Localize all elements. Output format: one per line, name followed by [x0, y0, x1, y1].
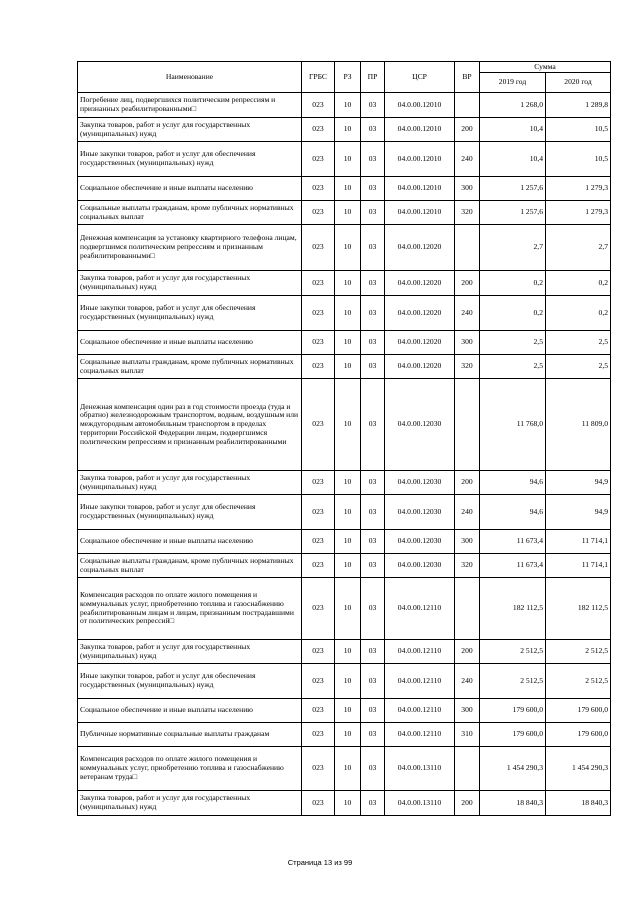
cell-vr: 240 — [455, 142, 480, 177]
cell-vr: 300 — [455, 331, 480, 355]
cell-pr: 03 — [361, 142, 385, 177]
cell-pr: 03 — [361, 699, 385, 723]
cell-2019: 2 512,5 — [480, 640, 546, 664]
cell-vr: 300 — [455, 177, 480, 201]
cell-csr: 04.0.00.12010 — [385, 93, 455, 118]
cell-grbs: 023 — [302, 177, 335, 201]
cell-2019: 11 673,4 — [480, 530, 546, 554]
cell-grbs: 023 — [302, 331, 335, 355]
table-row — [78, 296, 611, 331]
cell-rz: 10 — [335, 331, 361, 355]
header-2020: 2020 год — [546, 73, 611, 93]
cell-vr: 200 — [455, 271, 480, 296]
table-row — [78, 331, 611, 355]
cell-rz: 10 — [335, 379, 361, 471]
cell-rz: 10 — [335, 201, 361, 225]
table-row — [78, 355, 611, 379]
cell-grbs: 023 — [302, 271, 335, 296]
cell-pr: 03 — [361, 664, 385, 699]
cell-grbs: 023 — [302, 495, 335, 530]
cell-vr: 320 — [455, 201, 480, 225]
cell-grbs: 023 — [302, 142, 335, 177]
cell-csr: 04.0.00.12010 — [385, 142, 455, 177]
cell-2019: 2,7 — [480, 225, 546, 271]
cell-2019: 182 112,5 — [480, 578, 546, 640]
header-2019: 2019 год — [480, 73, 546, 93]
cell-2019: 1 268,0 — [480, 93, 546, 118]
table-row — [78, 271, 611, 296]
table-row — [78, 640, 611, 664]
table-row — [78, 142, 611, 177]
cell-csr: 04.0.00.12030 — [385, 471, 455, 495]
cell-csr: 04.0.00.12110 — [385, 699, 455, 723]
cell-grbs: 023 — [302, 201, 335, 225]
cell-csr: 04.0.00.13110 — [385, 791, 455, 816]
cell-vr: 200 — [455, 118, 480, 142]
cell-2020: 2,5 — [546, 331, 611, 355]
cell-rz: 10 — [335, 355, 361, 379]
cell-rz: 10 — [335, 664, 361, 699]
table-row — [78, 530, 611, 554]
cell-name: Публичные нормативные социальные выплаты гражданам — [78, 723, 302, 747]
cell-2020: 11 809,0 — [546, 379, 611, 471]
cell-rz: 10 — [335, 791, 361, 816]
cell-2019: 0,2 — [480, 271, 546, 296]
table-body — [78, 93, 611, 816]
cell-pr: 03 — [361, 379, 385, 471]
cell-2020: 182 112,5 — [546, 578, 611, 640]
cell-2019: 18 840,3 — [480, 791, 546, 816]
cell-rz: 10 — [335, 177, 361, 201]
cell-name: Компенсация расходов по оплате жилого помещения и коммунальных услуг, приобретению топлива и газоснабжению ветеранам труда□ — [78, 747, 302, 791]
cell-csr: 04.0.00.13110 — [385, 747, 455, 791]
cell-name: Погребение лиц, подвергшихся политическим репрессиям и признанных реабилитированными□ — [78, 93, 302, 118]
header-vr: ВР — [455, 62, 480, 93]
cell-name: Закупка товаров, работ и услуг для государственных (муниципальных) нужд — [78, 640, 302, 664]
cell-rz: 10 — [335, 699, 361, 723]
cell-2020: 94,9 — [546, 495, 611, 530]
cell-2019: 10,4 — [480, 118, 546, 142]
cell-2020: 18 840,3 — [546, 791, 611, 816]
cell-grbs: 023 — [302, 699, 335, 723]
cell-name: Иные закупки товаров, работ и услуг для обеспечения государственных (муниципальных) нужд — [78, 664, 302, 699]
cell-pr: 03 — [361, 201, 385, 225]
cell-csr: 04.0.00.12110 — [385, 664, 455, 699]
cell-csr: 04.0.00.12010 — [385, 201, 455, 225]
cell-2020: 2,5 — [546, 355, 611, 379]
table-row — [78, 699, 611, 723]
cell-vr: 240 — [455, 296, 480, 331]
cell-csr: 04.0.00.12020 — [385, 271, 455, 296]
cell-grbs: 023 — [302, 355, 335, 379]
cell-csr: 04.0.00.12010 — [385, 118, 455, 142]
cell-2020: 10,5 — [546, 142, 611, 177]
cell-2020: 2,7 — [546, 225, 611, 271]
cell-2019: 2,5 — [480, 331, 546, 355]
cell-pr: 03 — [361, 177, 385, 201]
cell-2019: 11 768,0 — [480, 379, 546, 471]
table-row — [78, 225, 611, 271]
cell-grbs: 023 — [302, 578, 335, 640]
cell-csr: 04.0.00.12020 — [385, 355, 455, 379]
cell-2019: 0,2 — [480, 296, 546, 331]
cell-grbs: 023 — [302, 640, 335, 664]
cell-vr: 200 — [455, 791, 480, 816]
cell-name: Компенсация расходов по оплате жилого помещения и коммунальных услуг, приобретению топлива и газоснабжению реабилитированным лицам и лицам, признанным пострадавшими от политических репрессий□ — [78, 578, 302, 640]
cell-csr: 04.0.00.12030 — [385, 495, 455, 530]
cell-name: Денежная компенсация за установку квартирного телефона лицам, подвергшимся политическим репрессиям и признанным реабилитированными□ — [78, 225, 302, 271]
cell-grbs: 023 — [302, 791, 335, 816]
cell-2019: 2 512,5 — [480, 664, 546, 699]
cell-pr: 03 — [361, 578, 385, 640]
cell-csr: 04.0.00.12020 — [385, 331, 455, 355]
table-row — [78, 747, 611, 791]
cell-pr: 03 — [361, 723, 385, 747]
cell-csr: 04.0.00.12020 — [385, 296, 455, 331]
cell-rz: 10 — [335, 495, 361, 530]
cell-grbs: 023 — [302, 225, 335, 271]
cell-2019: 179 600,0 — [480, 723, 546, 747]
cell-grbs: 023 — [302, 118, 335, 142]
cell-rz: 10 — [335, 225, 361, 271]
table-header — [78, 62, 611, 93]
cell-2020: 94,9 — [546, 471, 611, 495]
cell-2019: 94,6 — [480, 471, 546, 495]
cell-grbs: 023 — [302, 93, 335, 118]
cell-grbs: 023 — [302, 530, 335, 554]
cell-csr: 04.0.00.12010 — [385, 177, 455, 201]
cell-name: Закупка товаров, работ и услуг для государственных (муниципальных) нужд — [78, 791, 302, 816]
cell-vr: 240 — [455, 664, 480, 699]
cell-rz: 10 — [335, 142, 361, 177]
table-row — [78, 554, 611, 578]
cell-vr: 310 — [455, 723, 480, 747]
cell-vr — [455, 747, 480, 791]
cell-pr: 03 — [361, 93, 385, 118]
cell-name: Социальное обеспечение и иные выплаты населению — [78, 530, 302, 554]
cell-grbs: 023 — [302, 296, 335, 331]
cell-name: Социальное обеспечение и иные выплаты населению — [78, 331, 302, 355]
cell-vr — [455, 225, 480, 271]
header-csr: ЦСР — [385, 62, 455, 93]
cell-pr: 03 — [361, 640, 385, 664]
cell-name: Социальные выплаты гражданам, кроме публичных нормативных социальных выплат — [78, 554, 302, 578]
cell-name: Социальное обеспечение и иные выплаты населению — [78, 177, 302, 201]
cell-2019: 2,5 — [480, 355, 546, 379]
table-row — [78, 664, 611, 699]
cell-csr: 04.0.00.12030 — [385, 530, 455, 554]
table-row — [78, 201, 611, 225]
cell-name: Иные закупки товаров, работ и услуг для обеспечения государственных (муниципальных) нужд — [78, 142, 302, 177]
budget-table — [77, 61, 611, 816]
cell-grbs: 023 — [302, 723, 335, 747]
cell-rz: 10 — [335, 554, 361, 578]
cell-2020: 1 279,3 — [546, 177, 611, 201]
cell-csr: 04.0.00.12110 — [385, 723, 455, 747]
cell-name: Закупка товаров, работ и услуг для государственных (муниципальных) нужд — [78, 471, 302, 495]
cell-2020: 1 279,3 — [546, 201, 611, 225]
cell-name: Денежная компенсация один раз в год стоимости проезда (туда и обратно) железнодорожным транспортом, водным, воздушным или междугородным автомобильным транспортом в пределах территории Российской Федерации лицам, подвергшимся политическим репрессиям и признанным реабилитированными — [78, 379, 302, 471]
table-row — [78, 578, 611, 640]
cell-grbs: 023 — [302, 554, 335, 578]
cell-csr: 04.0.00.12030 — [385, 554, 455, 578]
cell-pr: 03 — [361, 747, 385, 791]
cell-pr: 03 — [361, 471, 385, 495]
cell-2019: 94,6 — [480, 495, 546, 530]
cell-vr — [455, 578, 480, 640]
cell-2020: 11 714,1 — [546, 530, 611, 554]
cell-vr: 200 — [455, 471, 480, 495]
cell-pr: 03 — [361, 271, 385, 296]
cell-2019: 1 257,6 — [480, 177, 546, 201]
cell-name: Социальные выплаты гражданам, кроме публичных нормативных социальных выплат — [78, 201, 302, 225]
cell-rz: 10 — [335, 530, 361, 554]
cell-rz: 10 — [335, 271, 361, 296]
table-row — [78, 93, 611, 118]
cell-2019: 1 257,6 — [480, 201, 546, 225]
cell-2019: 1 454 290,3 — [480, 747, 546, 791]
table-row — [78, 791, 611, 816]
cell-2020: 2 512,5 — [546, 640, 611, 664]
cell-2020: 0,2 — [546, 296, 611, 331]
cell-rz: 10 — [335, 471, 361, 495]
cell-2020: 179 600,0 — [546, 699, 611, 723]
table-row — [78, 723, 611, 747]
cell-name: Иные закупки товаров, работ и услуг для обеспечения государственных (муниципальных) нужд — [78, 495, 302, 530]
cell-rz: 10 — [335, 578, 361, 640]
header-pr: ПР — [361, 62, 385, 93]
cell-2020: 179 600,0 — [546, 723, 611, 747]
cell-2020: 1 454 290,3 — [546, 747, 611, 791]
cell-pr: 03 — [361, 118, 385, 142]
cell-rz: 10 — [335, 296, 361, 331]
cell-name: Закупка товаров, работ и услуг для государственных (муниципальных) нужд — [78, 271, 302, 296]
cell-2020: 10,5 — [546, 118, 611, 142]
cell-pr: 03 — [361, 530, 385, 554]
header-rz: РЗ — [335, 62, 361, 93]
cell-name: Иные закупки товаров, работ и услуг для обеспечения государственных (муниципальных) нужд — [78, 296, 302, 331]
cell-2020: 2 512,5 — [546, 664, 611, 699]
cell-vr — [455, 93, 480, 118]
table-row — [78, 118, 611, 142]
cell-rz: 10 — [335, 640, 361, 664]
table-row — [78, 177, 611, 201]
cell-name: Социальное обеспечение и иные выплаты населению — [78, 699, 302, 723]
cell-vr: 320 — [455, 355, 480, 379]
cell-2020: 1 289,8 — [546, 93, 611, 118]
cell-rz: 10 — [335, 723, 361, 747]
cell-vr: 240 — [455, 495, 480, 530]
cell-pr: 03 — [361, 554, 385, 578]
cell-csr: 04.0.00.12110 — [385, 578, 455, 640]
header-name: Наименование — [78, 62, 302, 93]
cell-vr: 300 — [455, 530, 480, 554]
cell-name: Социальные выплаты гражданам, кроме публичных нормативных социальных выплат — [78, 355, 302, 379]
table-row — [78, 471, 611, 495]
cell-csr: 04.0.00.12030 — [385, 379, 455, 471]
cell-rz: 10 — [335, 93, 361, 118]
cell-pr: 03 — [361, 355, 385, 379]
cell-2019: 10,4 — [480, 142, 546, 177]
cell-2019: 11 673,4 — [480, 554, 546, 578]
table-row — [78, 495, 611, 530]
cell-2020: 11 714,1 — [546, 554, 611, 578]
cell-pr: 03 — [361, 296, 385, 331]
cell-grbs: 023 — [302, 747, 335, 791]
cell-vr: 320 — [455, 554, 480, 578]
table-row — [78, 379, 611, 471]
cell-vr — [455, 379, 480, 471]
cell-pr: 03 — [361, 331, 385, 355]
cell-pr: 03 — [361, 495, 385, 530]
cell-rz: 10 — [335, 747, 361, 791]
cell-rz: 10 — [335, 118, 361, 142]
cell-vr: 200 — [455, 640, 480, 664]
cell-grbs: 023 — [302, 471, 335, 495]
page-footer: Страница 13 из 99 — [287, 858, 353, 867]
cell-2020: 0,2 — [546, 271, 611, 296]
cell-grbs: 023 — [302, 664, 335, 699]
cell-pr: 03 — [361, 225, 385, 271]
cell-csr: 04.0.00.12020 — [385, 225, 455, 271]
cell-vr: 300 — [455, 699, 480, 723]
header-grbs: ГРБС — [302, 62, 335, 93]
cell-grbs: 023 — [302, 379, 335, 471]
header-sum: Сумма — [480, 62, 611, 73]
cell-csr: 04.0.00.12110 — [385, 640, 455, 664]
cell-2019: 179 600,0 — [480, 699, 546, 723]
cell-pr: 03 — [361, 791, 385, 816]
cell-name: Закупка товаров, работ и услуг для государственных (муниципальных) нужд — [78, 118, 302, 142]
